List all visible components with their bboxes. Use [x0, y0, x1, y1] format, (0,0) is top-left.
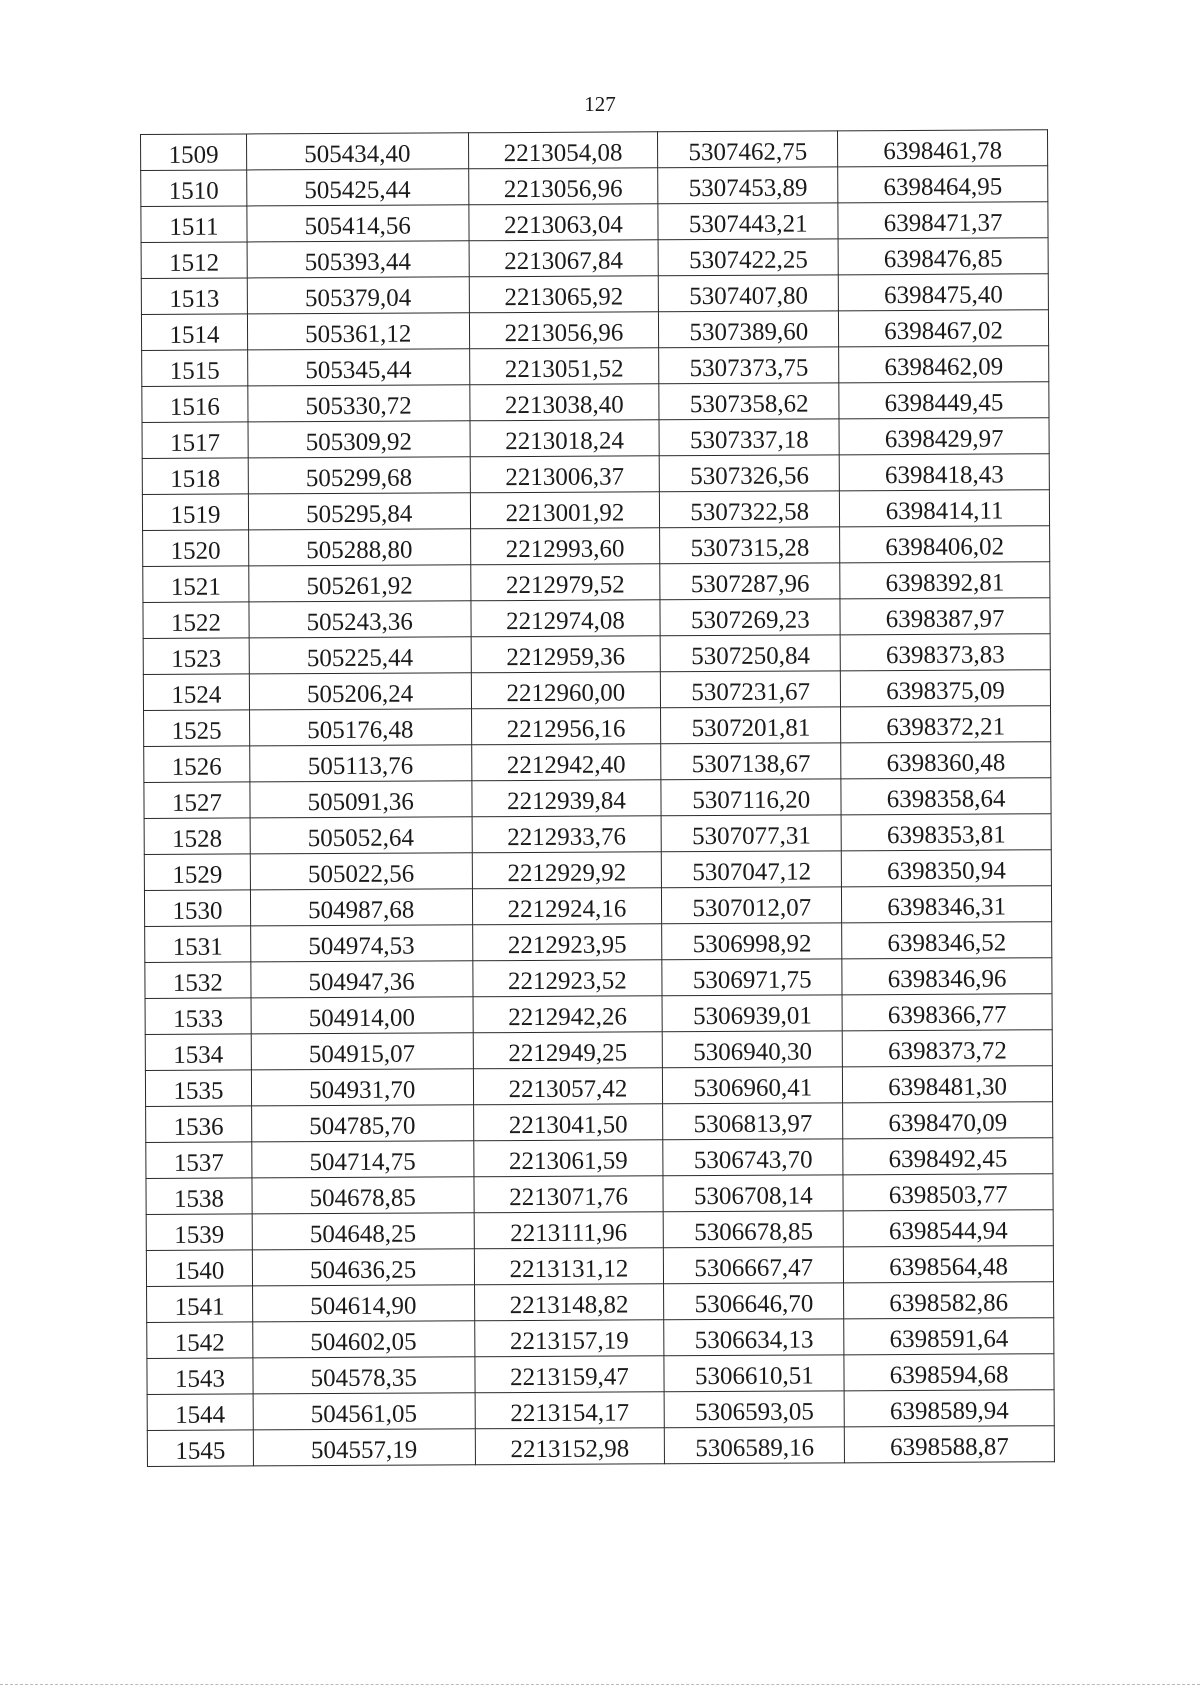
table-row [144, 886, 1051, 927]
table-row [147, 1354, 1054, 1395]
point-number-cell: 1522 [143, 602, 249, 639]
coordinate-cell: 5306634,13 [664, 1319, 844, 1356]
table-row [142, 454, 1049, 495]
table-row [142, 418, 1049, 459]
table-row [144, 742, 1051, 783]
coordinate-cell: 2212979,52 [470, 564, 660, 601]
coordinate-cell: 2212956,16 [471, 708, 661, 745]
coordinate-cell: 6398346,96 [842, 958, 1052, 995]
coordinate-cell: 2213148,82 [474, 1284, 664, 1321]
point-number-cell: 1511 [141, 206, 247, 243]
coordinate-cell: 6398360,48 [841, 742, 1051, 779]
coordinate-cell: 6398373,72 [842, 1030, 1052, 1067]
coordinate-cell: 504915,07 [251, 1033, 473, 1070]
coordinate-cell: 2212949,25 [473, 1032, 663, 1069]
point-number-cell: 1529 [144, 854, 250, 891]
coordinate-cell: 505361,12 [247, 313, 469, 350]
coordinate-cell: 5306998,92 [662, 923, 842, 960]
coordinate-cell: 6398372,21 [841, 706, 1051, 743]
coordinate-cell: 6398461,78 [838, 130, 1048, 167]
coordinate-cell: 2213061,59 [473, 1140, 663, 1177]
coordinate-cell: 5307077,31 [661, 815, 841, 852]
point-number-cell: 1534 [145, 1034, 251, 1071]
coordinate-cell: 6398591,64 [844, 1318, 1054, 1355]
coordinate-cell: 6398594,68 [844, 1354, 1054, 1391]
coordinate-cell: 6398375,09 [841, 670, 1051, 707]
point-number-cell: 1513 [141, 278, 247, 315]
coordinate-cell: 2212924,16 [472, 888, 662, 925]
point-number-cell: 1518 [142, 458, 248, 495]
table-row [146, 1138, 1053, 1179]
coordinate-cell: 2213051,52 [469, 348, 659, 385]
coordinate-cell: 2213152,98 [475, 1428, 665, 1465]
coordinate-cell: 504931,70 [251, 1069, 473, 1106]
point-number-cell: 1535 [145, 1070, 251, 1107]
coordinate-cell: 2213065,92 [469, 276, 659, 313]
coordinate-cell: 2213131,12 [474, 1248, 664, 1285]
coordinate-cell: 2213006,37 [470, 456, 660, 493]
table-row [144, 778, 1051, 819]
coordinate-cell: 504714,75 [252, 1141, 474, 1178]
point-number-cell: 1538 [146, 1178, 252, 1215]
coordinate-cell: 6398588,87 [844, 1426, 1054, 1463]
coordinate-cell: 6398366,77 [842, 994, 1052, 1031]
point-number-cell: 1520 [143, 530, 249, 567]
coordinate-cell: 5306667,47 [664, 1247, 844, 1284]
coordinate-cell: 6398582,86 [844, 1282, 1054, 1319]
coordinate-cell: 5307269,23 [660, 599, 840, 636]
coordinate-cell: 5307322,58 [660, 491, 840, 528]
table-row [146, 1102, 1053, 1143]
coordinate-cell: 5307443,21 [658, 203, 838, 240]
coordinate-cell: 505022,56 [250, 853, 472, 890]
coordinate-cell: 2213018,24 [470, 420, 660, 457]
coordinate-cell: 6398470,09 [843, 1102, 1053, 1139]
table-row [146, 1246, 1053, 1287]
coordinate-cell: 6398373,83 [840, 634, 1050, 671]
table-row [147, 1282, 1054, 1323]
coordinate-cell: 5307358,62 [659, 383, 839, 420]
coordinate-cell: 6398414,11 [840, 490, 1050, 527]
coordinate-cell: 5306813,97 [663, 1103, 843, 1140]
coordinates-table-body [141, 130, 1055, 1467]
coordinate-cell: 505113,76 [250, 745, 472, 782]
table-row [142, 490, 1049, 531]
coordinate-cell: 6398350,94 [841, 850, 1051, 887]
coordinate-cell: 5306593,05 [664, 1391, 844, 1428]
coordinate-cell: 5307201,81 [661, 707, 841, 744]
coordinate-cell: 6398387,97 [840, 598, 1050, 635]
coordinate-cell: 6398564,48 [844, 1246, 1054, 1283]
coordinate-cell: 505299,68 [248, 457, 470, 494]
point-number-cell: 1540 [146, 1250, 252, 1287]
point-number-cell: 1525 [144, 710, 250, 747]
coordinate-cell: 5307231,67 [661, 671, 841, 708]
coordinate-cell: 5307326,56 [660, 455, 840, 492]
coordinate-cell: 6398358,64 [841, 778, 1051, 815]
table-row [145, 1066, 1052, 1107]
coordinate-cell: 5306678,85 [664, 1211, 844, 1248]
coordinate-cell: 6398449,45 [839, 382, 1049, 419]
coordinate-cell: 2213001,92 [470, 492, 660, 529]
coordinate-cell: 6398464,95 [838, 166, 1048, 203]
coordinate-cell: 2212929,92 [472, 852, 662, 889]
coordinate-cell: 504947,36 [251, 961, 473, 998]
coordinate-cell: 2212939,84 [471, 780, 661, 817]
coordinate-cell: 504914,00 [251, 997, 473, 1034]
coordinate-cell: 6398462,09 [839, 346, 1049, 383]
scan-edge-line [0, 1684, 1200, 1685]
coordinate-cell: 2213159,47 [474, 1356, 664, 1393]
coordinate-cell: 2213057,42 [473, 1068, 663, 1105]
coordinate-cell: 2212960,00 [471, 672, 661, 709]
table-row [141, 202, 1048, 243]
coordinates-table [140, 129, 1055, 1467]
coordinate-cell: 5306610,51 [664, 1355, 844, 1392]
coordinate-cell: 6398467,02 [839, 310, 1049, 347]
point-number-cell: 1526 [144, 746, 250, 783]
point-number-cell: 1531 [145, 926, 251, 963]
coordinate-cell: 5307407,80 [659, 275, 839, 312]
coordinate-cell: 5307373,75 [659, 347, 839, 384]
table-row [145, 994, 1052, 1035]
coordinate-cell: 6398353,81 [841, 814, 1051, 851]
table-row [143, 670, 1050, 711]
point-number-cell: 1515 [142, 350, 248, 387]
coordinate-cell: 505243,36 [249, 601, 471, 638]
table-row [144, 706, 1051, 747]
point-number-cell: 1541 [147, 1286, 253, 1323]
coordinate-cell: 6398346,31 [842, 886, 1052, 923]
point-number-cell: 1533 [145, 998, 251, 1035]
coordinate-cell: 2212942,40 [471, 744, 661, 781]
coordinate-cell: 6398406,02 [840, 526, 1050, 563]
coordinate-cell: 504987,68 [250, 889, 472, 926]
coordinate-cell: 5306646,70 [664, 1283, 844, 1320]
coordinate-cell: 5307422,25 [658, 239, 838, 276]
coordinate-cell: 505379,04 [247, 277, 469, 314]
coordinate-cell: 504648,25 [252, 1213, 474, 1250]
point-number-cell: 1521 [143, 566, 249, 603]
point-number-cell: 1544 [147, 1394, 253, 1431]
point-number-cell: 1530 [144, 890, 250, 927]
table-row [146, 1174, 1053, 1215]
coordinate-cell: 5307138,67 [661, 743, 841, 780]
coordinate-cell: 2213111,96 [474, 1212, 664, 1249]
coordinate-cell: 505393,44 [247, 241, 469, 278]
table-row [141, 130, 1048, 171]
point-number-cell: 1545 [147, 1430, 253, 1467]
table-row [147, 1318, 1054, 1359]
table-row [143, 634, 1050, 675]
table-row [144, 814, 1051, 855]
coordinate-cell: 6398475,40 [838, 274, 1048, 311]
coordinate-cell: 505288,80 [248, 529, 470, 566]
coordinate-cell: 6398429,97 [839, 418, 1049, 455]
table-row [144, 850, 1051, 891]
coordinate-cell: 6398589,94 [844, 1390, 1054, 1427]
coordinate-cell: 6398346,52 [842, 922, 1052, 959]
table-row [142, 382, 1049, 423]
coordinate-cell: 6398471,37 [838, 202, 1048, 239]
coordinate-cell: 2213038,40 [469, 384, 659, 421]
coordinate-cell: 504636,25 [252, 1249, 474, 1286]
table-row [141, 310, 1048, 351]
point-number-cell: 1527 [144, 782, 250, 819]
point-number-cell: 1523 [143, 638, 249, 675]
coordinate-cell: 2212974,08 [470, 600, 660, 637]
coordinate-cell: 5307250,84 [660, 635, 840, 672]
coordinate-cell: 505330,72 [248, 385, 470, 422]
coordinate-cell: 2212942,26 [473, 996, 663, 1033]
coordinate-cell: 2213054,08 [468, 132, 658, 169]
point-number-cell: 1517 [142, 422, 248, 459]
point-number-cell: 1536 [146, 1106, 252, 1143]
coordinate-cell: 2212993,60 [470, 528, 660, 565]
coordinate-cell: 505261,92 [249, 565, 471, 602]
coordinate-cell: 504974,53 [250, 925, 472, 962]
coordinate-cell: 5307315,28 [660, 527, 840, 564]
table-row [146, 1210, 1053, 1251]
coordinate-cell: 2212933,76 [472, 816, 662, 853]
table-row [142, 346, 1049, 387]
point-number-cell: 1539 [146, 1214, 252, 1251]
point-number-cell: 1528 [144, 818, 250, 855]
table-row [143, 562, 1050, 603]
coordinate-cell: 505225,44 [249, 637, 471, 674]
coordinate-cell: 504678,85 [252, 1177, 474, 1214]
coordinate-cell: 505176,48 [249, 709, 471, 746]
coordinate-cell: 2213067,84 [469, 240, 659, 277]
coordinate-cell: 505425,44 [247, 169, 469, 206]
table-row [141, 238, 1048, 279]
coordinate-cell: 6398544,94 [843, 1210, 1053, 1247]
coordinate-cell: 5307389,60 [659, 311, 839, 348]
coordinate-cell: 2213056,96 [469, 312, 659, 349]
coordinate-cell: 6398392,81 [840, 562, 1050, 599]
table-row [141, 166, 1048, 207]
coordinate-cell: 6398481,30 [843, 1066, 1053, 1103]
point-number-cell: 1543 [147, 1358, 253, 1395]
page-number: 127 [584, 92, 616, 116]
table-row [143, 598, 1050, 639]
coordinate-cell: 5306743,70 [663, 1139, 843, 1176]
coordinate-cell: 505206,24 [249, 673, 471, 710]
coordinate-cell: 6398418,43 [839, 454, 1049, 491]
coordinate-cell: 2213071,76 [474, 1176, 664, 1213]
coordinate-cell: 504557,19 [253, 1429, 475, 1466]
point-number-cell: 1537 [146, 1142, 252, 1179]
point-number-cell: 1524 [143, 674, 249, 711]
coordinate-cell: 5306960,41 [663, 1067, 843, 1104]
coordinate-cell: 504602,05 [253, 1321, 475, 1358]
coordinate-cell: 2212959,36 [471, 636, 661, 673]
table-row [141, 274, 1048, 315]
coordinate-cell: 2213056,96 [468, 168, 658, 205]
table-row [145, 1030, 1052, 1071]
coordinate-cell: 504614,90 [252, 1285, 474, 1322]
coordinate-cell: 505434,40 [246, 133, 468, 170]
coordinate-cell: 2213063,04 [468, 204, 658, 241]
coordinate-cell: 2213154,17 [475, 1392, 665, 1429]
coordinate-cell: 505345,44 [247, 349, 469, 386]
coordinate-cell: 5306708,14 [663, 1175, 843, 1212]
coordinate-cell: 5307287,96 [660, 563, 840, 600]
point-number-cell: 1516 [142, 386, 248, 423]
coordinate-cell: 5307012,07 [662, 887, 842, 924]
coordinate-cell: 5307453,89 [658, 167, 838, 204]
coordinate-cell: 504578,35 [253, 1357, 475, 1394]
coordinate-cell: 6398476,85 [838, 238, 1048, 275]
coordinate-cell: 505414,56 [247, 205, 469, 242]
coordinate-cell: 5306939,01 [662, 995, 842, 1032]
coordinate-cell: 2212923,52 [472, 960, 662, 997]
coordinate-cell: 505309,92 [248, 421, 470, 458]
coordinate-cell: 2213041,50 [473, 1104, 663, 1141]
coordinate-cell: 2213157,19 [474, 1320, 664, 1357]
table-row [143, 526, 1050, 567]
coordinate-cell: 504785,70 [251, 1105, 473, 1142]
coordinate-cell: 505052,64 [250, 817, 472, 854]
coordinate-cell: 6398503,77 [843, 1174, 1053, 1211]
point-number-cell: 1519 [142, 494, 248, 531]
point-number-cell: 1542 [147, 1322, 253, 1359]
coordinate-cell: 5307047,12 [662, 851, 842, 888]
coordinate-cell: 5307337,18 [659, 419, 839, 456]
coordinate-cell: 2212923,95 [472, 924, 662, 961]
point-number-cell: 1532 [145, 962, 251, 999]
point-number-cell: 1510 [141, 170, 247, 207]
coordinate-cell: 5306971,75 [662, 959, 842, 996]
coordinate-cell: 5307116,20 [661, 779, 841, 816]
coordinate-cell: 505091,36 [250, 781, 472, 818]
point-number-cell: 1512 [141, 242, 247, 279]
coordinate-cell: 504561,05 [253, 1393, 475, 1430]
coordinate-cell: 5306589,16 [665, 1427, 845, 1464]
coordinate-cell: 6398492,45 [843, 1138, 1053, 1175]
table-row [145, 958, 1052, 999]
table-row [147, 1390, 1054, 1431]
coordinate-cell: 505295,84 [248, 493, 470, 530]
coordinate-cell: 5306940,30 [663, 1031, 843, 1068]
table-row [145, 922, 1052, 963]
coordinate-cell: 5307462,75 [658, 131, 838, 168]
table-row [147, 1426, 1054, 1467]
point-number-cell: 1509 [141, 134, 247, 171]
point-number-cell: 1514 [141, 314, 247, 351]
